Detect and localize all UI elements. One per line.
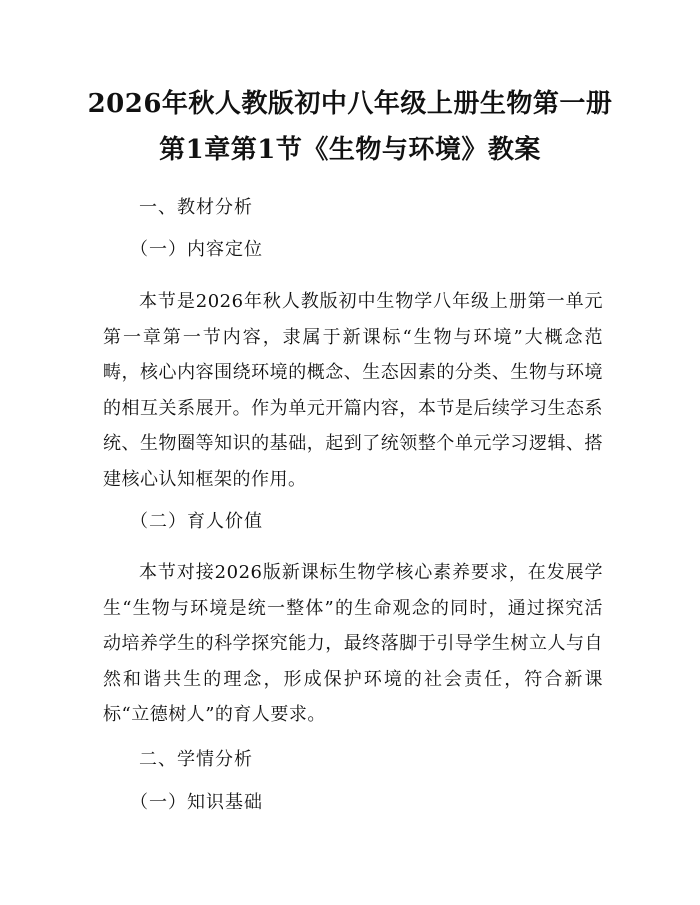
- document-title-line-2: 第1章第1节《生物与环境》教案: [159, 135, 541, 165]
- subsection-heading-educational-value: （二）育人价值: [130, 511, 263, 532]
- paragraph-content-positioning: 本节是2026年秋人教版初中生物学八年级上册第一单元第一章第一节内容，隶属于新课标“生物与环境”大概念范畴，核心内容围绕环境的概念、生态因素的分类、生物与环境的相互关系展开。作为单元开篇内容，本节是后续学习生态系统、生物圈等知识的基础，起到了统领整个单元学习逻辑、搭建核心认知框架的作用。: [103, 291, 603, 490]
- subsection-heading-content-positioning: （一）内容定位: [130, 239, 263, 260]
- section-heading-learner-analysis: 二、学情分析: [139, 749, 253, 770]
- document-title-line-1: 2026年秋人教版初中八年级上册生物第一册: [87, 89, 613, 119]
- section-heading-textbook-analysis: 一、教材分析: [139, 197, 253, 218]
- paragraph-educational-value: 本节对接2026版新课标生物学核心素养要求，在发展学生“生物与环境是统一整体”的生命观念的同时，通过探究活动培养学生的科学探究能力，最终落脚于引导学生树立人与自然和谐共生的理念，形成保护环境的社会责任，符合新课标“立德树人”的育人要求。: [103, 562, 603, 725]
- subsection-heading-knowledge-foundation: （一）知识基础: [130, 792, 263, 813]
